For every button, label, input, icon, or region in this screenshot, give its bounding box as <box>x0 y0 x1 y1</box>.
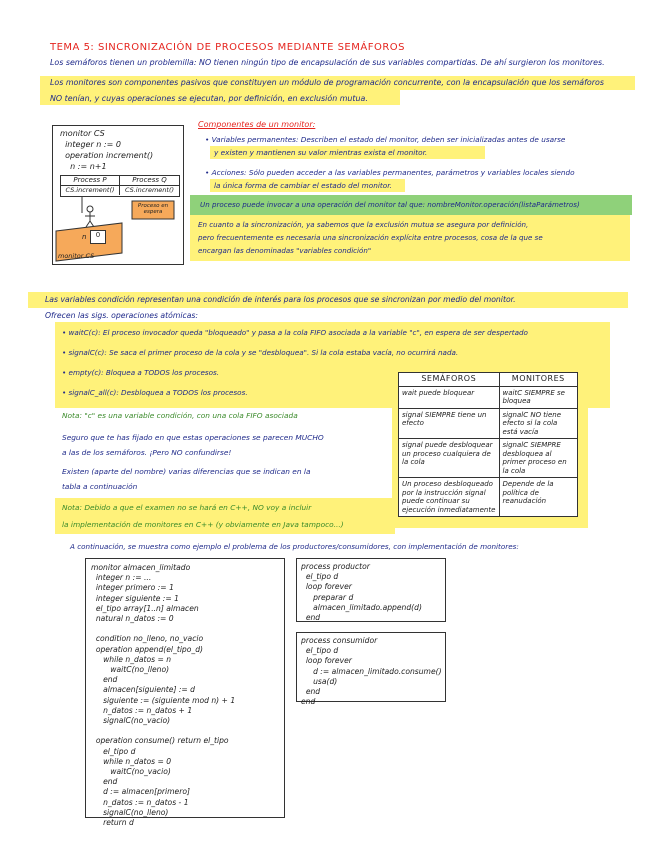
process-table <box>60 175 180 197</box>
table-header-monitores: MONITORES <box>499 373 577 387</box>
call-p: CS.increment() <box>61 186 120 195</box>
intro-line-3: NO tenían, y cuyas operaciones se ejecutan, por definición, en exclusión mutua. <box>50 94 368 103</box>
example-intro: A continuación, se muestra como ejemplo el problema de los productores/consumidores, con implementación de monitores: <box>70 542 519 551</box>
note-cpp-2: la implementación de monitores en C++ (y obviamente en Java tampoco...) <box>62 520 344 529</box>
intro-line-1: Los semáforos tienen un problemilla: NO tienen ningún tipo de encapsulación de sus variables compartidas. De ahí surgieron los monitores. <box>50 58 605 67</box>
table-cell: Un proceso desbloqueado por la instrucción signal puede continuar su ejecución inmediatamente <box>399 478 500 517</box>
op-signalc-all: • signalC_all(c): Desbloquea a TODOS los procesos. <box>62 388 248 397</box>
table-row <box>399 439 578 478</box>
op-waitc: • waitC(c): El proceso invocador queda "bloqueado" y pasa a la cola FIFO asociada a la variable "c", en espera de ser despertado <box>62 328 528 337</box>
table-cell: signalC NO tiene efecto si la cola está vacía <box>499 408 577 439</box>
components-heading: Componentes de un monitor: <box>198 120 316 129</box>
note-cpp-1: Nota: Debido a que el examen no se hará en C++, NO voy a incluir <box>62 503 312 512</box>
table-cell: signalC SIEMPRE desbloquea al primer proceso en la cola <box>499 439 577 478</box>
consumer-code: process consumidor el_tipo d loop forever d := almacen_limitado.consume() usa(d) end end <box>301 636 442 707</box>
paragraph-line-2: a las de los semáforos. ¡Pero NO confundirse! <box>62 448 232 457</box>
process-p-label: Process P <box>61 176 120 186</box>
table-row <box>399 478 578 517</box>
monitor-n-label: n <box>82 233 87 241</box>
paragraph-line-3: Existen (aparte del nombre) varias diferencias que se indican en la <box>62 467 311 476</box>
components-actions-2: la única forma de cambiar el estado del monitor. <box>214 181 392 190</box>
call-q: CS.increment() <box>124 186 175 194</box>
sync-line-1: En cuanto a la sincronización, ya sabemos que la exclusión mutua se asegura por definición, <box>198 220 529 229</box>
paragraph-line-1: Seguro que te has fijado en que estas operaciones se parecen MUCHO <box>62 433 324 442</box>
table-cell: wait puede bloquear <box>399 386 500 408</box>
conditions-line-2: Ofrecen las sigs. operaciones atómicas: <box>45 311 199 320</box>
invoke-line: Un proceso puede invocar a una operación del monitor tal que: nombreMonitor.operación(listaParámetros) <box>200 200 580 209</box>
note-fifo: Nota: "c" es una variable condición, con una cola FIFO asociada <box>62 411 298 420</box>
comparison-table <box>398 372 578 517</box>
page-title: TEMA 5: SINCRONIZACIÓN DE PROCESOS MEDIANTE SEMÁFOROS <box>50 42 406 53</box>
components-variables-2: y existen y mantienen su valor mientras exista el monitor. <box>214 148 428 157</box>
sync-line-2: pero frecuentemente es necesaria una sincronización explícita entre procesos, cosa de la que se <box>198 233 543 242</box>
conditions-line-1: Las variables condición representan una condición de interés para los procesos que se sincronizan por medio del monitor. <box>45 295 516 304</box>
intro-line-2: Los monitores son componentes pasivos que constituyen un módulo de programación concurrente, con la encapsulación que los semáforos <box>50 78 604 87</box>
producer-code: process productor el_tipo d loop forever preparar d almacen_limitado.append(d) end <box>301 562 422 623</box>
components-variables-1: • Variables permanentes: Describen el estado del monitor, deben ser inicializadas antes de usarse <box>205 135 566 144</box>
stick-figure-head <box>87 206 93 212</box>
op-empty: • empty(c): Bloquea a TODOS los procesos. <box>62 368 220 377</box>
monitor-cs-code: monitor CS integer n := 0 operation increment() n := n+1 <box>60 129 154 171</box>
op-signalc: • signalC(c): Se saca el primer proceso de la cola y se "desbloquea". Si la cola estaba vacía, no ocurrirá nada. <box>62 348 459 357</box>
table-header-row <box>399 373 578 387</box>
table-cell: signal SIEMPRE tiene un efecto <box>399 408 500 439</box>
table-row <box>399 408 578 439</box>
table-header-semaforos: SEMÁFOROS <box>399 373 500 387</box>
paragraph-line-4: tabla a continuación <box>62 482 138 491</box>
monitor-code: monitor almacen_limitado integer n := ... integer primero := 1 integer siguiente := 1 el_tipo array[1..n] almacen natural n_datos := 0 condition no_lleno, no_vacio operation append(el_tipo_d) while n_datos = n waitC(no_lleno) end almacen[siguiente] := d siguiente := (siguiente mod n) + 1 n_datos := n_datos + 1 signalC(no_vacio) operation consume() return el_tipo el_tipo d while n_datos = 0 waitC(no_vacio) end d := almacen[primero] n_datos := n_datos - 1 signalC(no_lleno) return d <box>91 563 236 828</box>
monitor-cs-label: monitor CS <box>58 252 95 260</box>
waiting-process-label: Proceso en espera <box>137 203 169 215</box>
monitor-counter: 0 <box>90 230 106 244</box>
table-row <box>399 386 578 408</box>
table-cell: waitC SIEMPRE se bloquea <box>499 386 577 408</box>
process-q-label: Process Q <box>120 176 179 186</box>
stick-figure-leg <box>86 221 90 227</box>
table-cell: signal puede desbloquear un proceso cualquiera de la cola <box>399 439 500 478</box>
components-actions-1: • Acciones: Sólo pueden acceder a las variables permanentes, parámetros y variables locales siendo <box>205 168 575 177</box>
table-cell: Depende de la política de reanudación <box>499 478 577 517</box>
sync-line-3: encargan las denominadas "variables condición" <box>198 246 372 255</box>
